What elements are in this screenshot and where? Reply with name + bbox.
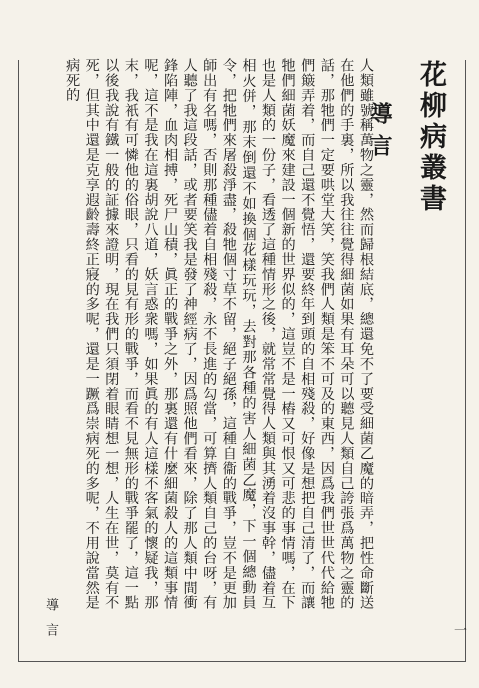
- body-paragraph: 人類雖號稱萬物之靈，然而歸根結底，總還免不了要受細菌乙魔的暗弄，把性命斷送在他們的手裏，所以我往往覺得細菌如果有耳朵可以聽見人類自己誇張爲萬物之靈的話，那牠們一定要哄堂大笑，笑我們人類是笨不可及的東西，因爲我們世世代代給牠們簸弄着，而自己還不覺悟，還要終年到頭的自相殘殺，好像是想把自己清了，而讓牠們細菌妖魔來建設一個新的世界似的，這豈不是一樁又可恨又可悲的事情嗎，在下也是人類的一份子，看透了這種情形之後，就常常覺得人類與其湧着沒事幹，儘着互相火併，那末倒還不如換個花樣玩玩，去對那各種的害人細菌乙魔，下一個總動員令，把牠們來屠殺淨盡，殺牠個寸草不留，絕子絕孫，這種自衞的戰爭，豈不是更加師出有名嗎，否則那種儘着自相殘殺，永不長進的勾當，可算擠人類自己的台呀，有人聽了我這段話，或者要笑我是發了神經病了，因爲照他們看來，除了那人類中間衝鋒陷陣，血肉相搏，死尸山積，眞正的戰爭之外，那裏還有什麼細菌殺人的這類事情呢，這不是我在這裏胡說八道，妖言惑衆嗎，如果眞的有人這樣不客氣的懷疑我，那末，我衹有可憐他的俗眼，只看的見有形的戰爭，而看不見無形的戰爭罷了，這一點以後我說有鐵一般的証據來證明，現在我們只須閉着眼睛想一想，人生在世，莫有不死，但其中還是克享遐齡壽終正寢的多呢，還是一蹶爲崇病死的多呢，不用說當然是病死的: [64, 58, 374, 610]
- series-title: 花柳病叢書: [415, 60, 446, 215]
- footer-section-label: 導言: [43, 598, 58, 648]
- body-text: [45, 58, 375, 610]
- section-heading: 導言: [367, 102, 393, 166]
- page-number: 一: [451, 623, 466, 648]
